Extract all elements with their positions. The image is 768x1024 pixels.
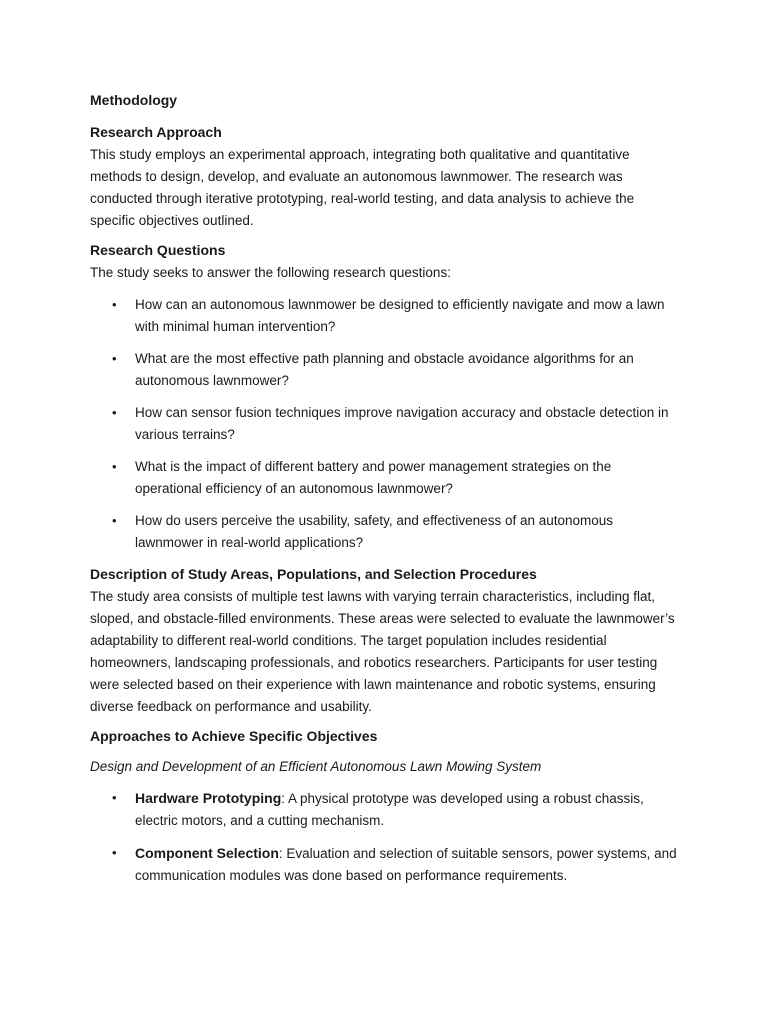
list-item-text: How do users perceive the usability, safety, and effectiveness of an autonomous lawnmower in real-world applications?: [135, 513, 614, 550]
list-item-text: How can sensor fusion techniques improve navigation accuracy and obstacle detection in various terrains?: [135, 405, 669, 442]
document-page: [90, 90, 680, 897]
research-questions-heading: Research Questions: [90, 242, 226, 258]
list-item-text: What is the impact of different battery and power management strategies on the operational efficiency of an autonomous lawnmower?: [135, 459, 612, 496]
bullet-icon: •: [112, 513, 117, 528]
approaches-heading: Approaches to Achieve Specific Objectives: [90, 728, 378, 744]
research-approach-heading: Research Approach: [90, 124, 222, 140]
list-item: [90, 842, 680, 887]
document-title: Methodology: [90, 92, 178, 108]
approaches-list: [90, 787, 680, 887]
bullet-icon: •: [112, 405, 117, 420]
study-areas-heading: Description of Study Areas, Populations, and Selection Procedures: [90, 566, 537, 582]
list-item-text: : Evaluation and selection of suitable sensors, power systems, and communication modules was done based on performance requirements.: [135, 846, 677, 883]
bullet-icon: •: [112, 351, 117, 366]
list-item-text: What are the most effective path planning and obstacle avoidance algorithms for an autonomous lawnmower?: [135, 351, 634, 388]
list-item: [90, 348, 680, 392]
list-item-text: How can an autonomous lawnmower be designed to efficiently navigate and mow a lawn with minimal human intervention?: [135, 297, 665, 334]
approaches-subheading: Design and Development of an Efficient Autonomous Lawn Mowing System: [90, 759, 542, 774]
list-item: [90, 456, 680, 500]
bullet-icon: •: [112, 845, 117, 860]
list-item: [90, 510, 680, 554]
list-item: [90, 294, 680, 338]
study-areas-paragraph: The study area consists of multiple test lawns with varying terrain characteristics, including flat, sloped, and obstacle-filled environments. These areas were selected to evaluate the lawnmower’s adaptability to different real-world conditions. The target population includes residential homeowners, landscaping professionals, and robotics researchers. Participants for user testing were selected based on their experience with lawn maintenance and robotic systems, ensuring diverse feedback on performance and usability.: [90, 589, 675, 714]
list-item-text: : A physical prototype was developed using a robust chassis, electric motors, and a cutting mechanism.: [135, 791, 644, 828]
research-approach-paragraph: This study employs an experimental approach, integrating both qualitative and quantitative methods to design, develop, and evaluate an autonomous lawnmower. The research was conducted through iterative prototyping, real-world testing, and data analysis to achieve the specific objectives outlined.: [90, 147, 635, 228]
list-item: [90, 402, 680, 446]
bullet-icon: •: [112, 459, 117, 474]
research-questions-list: [90, 294, 680, 554]
list-item-term: Hardware Prototyping: [135, 790, 282, 806]
list-item-term: Component Selection: [135, 845, 279, 861]
bullet-icon: •: [112, 297, 117, 312]
research-questions-intro: The study seeks to answer the following research questions:: [90, 265, 451, 280]
list-item: [90, 787, 680, 832]
bullet-icon: •: [112, 790, 117, 805]
